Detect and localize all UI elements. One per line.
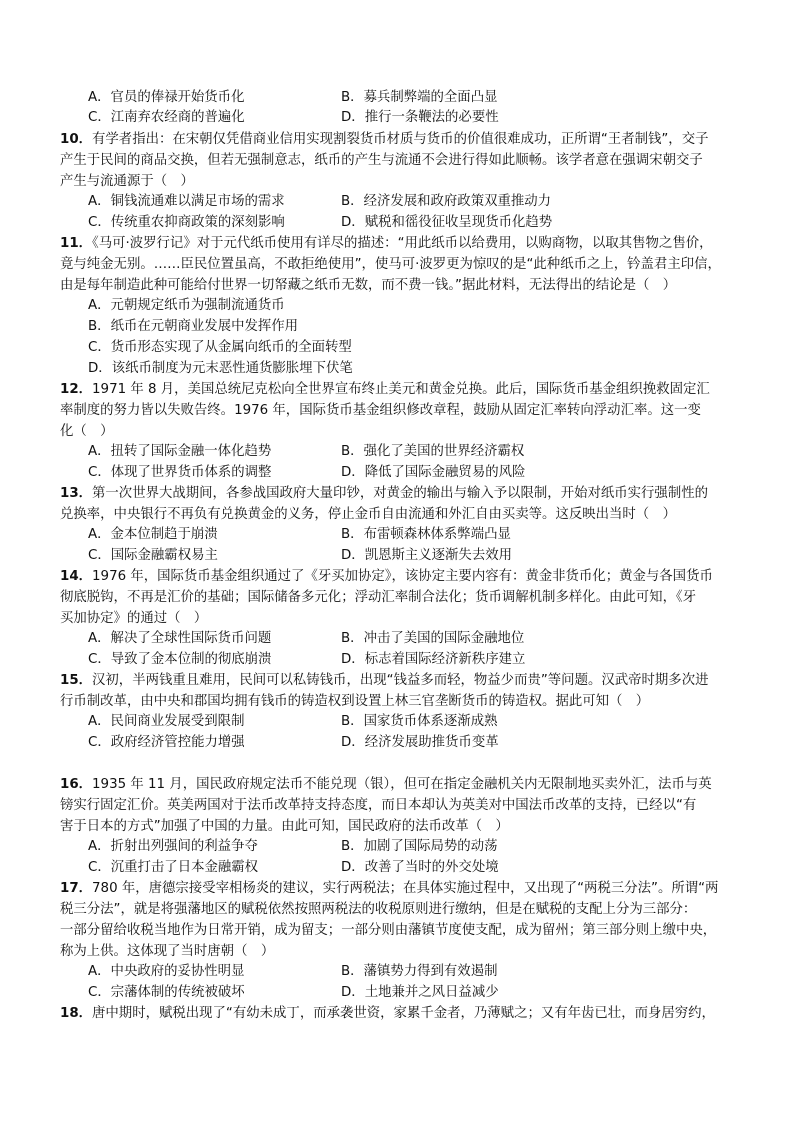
q9-option-c: C．江南弃农经商的普遍化 <box>88 110 245 125</box>
q15-option-b: B．国家货币体系逐渐成熟 <box>341 714 498 729</box>
q12-stem-line-1 <box>60 380 740 400</box>
q11-option-a: A．元朝规定纸币为强制流通货币 <box>88 298 285 313</box>
q9-option-b: B．募兵制弊端的全面凸显 <box>341 90 498 105</box>
q16-stem-line-2: 镑实行固定汇价。英美两国对于法币改革持支持态度，而日本却认为英美对中国法币改革的支持，已经以“有 <box>60 798 697 813</box>
q11-text-1: 《马可·波罗行记》对于元代纸币使用有详尽的描述：“用此纸币以给费用，以购商物，以取其售物之售价， <box>92 236 713 251</box>
q17-stem-line-1 <box>60 879 740 899</box>
q14-option-d: D．标志着国际经济新秩序建立 <box>341 652 526 667</box>
q12-stem-line-2: 率制度的努力皆以失败告终。1976 年，国际货币基金组织修改章程，鼓励从固定汇率转向浮动汇率。这一变 <box>60 403 701 418</box>
q18-stem-line-1 <box>60 1004 740 1024</box>
q11-number: 11． <box>60 236 93 251</box>
q17-stem-line-2: 税三分法”，就是将强藩地区的赋税依然按照两税法的收税原则进行缴纳，但是在赋税的支配上分为三部分： <box>60 902 697 917</box>
q13-stem-line-2: 兑换率，中央银行不再负有兑换黄金的义务，停止金币自由流通和外汇自由买卖等。这反映出当时（ ） <box>60 507 676 522</box>
q11-stem-line-2: 竟与纯金无别。……臣民位置虽高，不敢拒绝使用”，使马可·波罗更为惊叹的是“此种纸币之上，钤盖君主印信， <box>60 257 721 272</box>
q14-text-1: 1976 年，国际货币基金组织通过了《牙买加协定》，该协定主要内容有：黄金非货币化；黄金与各国货币 <box>92 569 713 584</box>
q12-text-1: 1971 年 8 月，美国总统尼克松向全世界宣布终止美元和黄金兑换。此后，国际货币基金组织挽救固定汇 <box>92 382 710 397</box>
q10-number: 10． <box>60 132 93 147</box>
q10-stem-line-1 <box>60 130 740 150</box>
q11-stem-line-1 <box>60 234 740 254</box>
q14-number: 14． <box>60 569 93 584</box>
q15-number: 15． <box>60 673 93 688</box>
q16-option-c: C．沉重打击了日本金融霸权 <box>88 860 259 875</box>
q18-text-1: 唐中期时，赋税出现了“有幼未成丁，而承袭世资，家累千金者，乃薄赋之；又有年齿已壮，而身居穷约， <box>92 1006 715 1021</box>
q11-stem-line-3: 由是每年制造此种可能给付世界一切帑藏之纸币无数，而不费一钱。”据此材料，无法得出的结论是（ ） <box>60 278 677 293</box>
q15-option-d: D．经济发展助推货币变革 <box>341 735 499 750</box>
q16-stem-line-3: 害于日本的方式”加强了中国的力量。由此可知，国民政府的法币改革（ ） <box>60 819 509 834</box>
q9-option-d: D．推行一条鞭法的必要性 <box>341 110 499 125</box>
q12-option-c: C．体现了世界货币体系的调整 <box>88 465 272 480</box>
q13-stem-line-1 <box>60 484 740 504</box>
q14-stem-line-2: 彻底脱钩，不再是汇价的基础；国际储备多元化；浮动汇率制合法化；货币调解机制多样化。由此可知，《牙 <box>60 590 697 605</box>
q9-option-a: A．官员的俸禄开始货币化 <box>88 90 245 105</box>
q15-stem-line-2: 行币制改革，由中央和郡国均拥有钱币的铸造权到设置上林三官垄断货币的铸造权。据此可知（ ） <box>60 694 650 709</box>
q15-option-c: C．政府经济管控能力增强 <box>88 735 245 750</box>
q17-number: 17． <box>60 881 93 896</box>
q16-option-b: B．加剧了国际局势的动荡 <box>341 839 498 854</box>
q10-text-1: 有学者指出：在宋朝仅凭借商业信用实现割裂货币材质与货币的价值很难成功，正所谓“王者制钱”，交子 <box>92 132 709 147</box>
q17-stem-line-4: 称为上供。这体现了当时唐朝（ ） <box>60 944 275 959</box>
q13-option-d: D．凯恩斯主义逐渐失去效用 <box>341 548 512 563</box>
q18-number: 18． <box>60 1006 93 1021</box>
q12-option-b: B．强化了美国的世界经济霸权 <box>341 444 525 459</box>
q16-option-d: D．改善了当时的外交处境 <box>341 860 499 875</box>
q15-stem-line-1 <box>60 671 740 691</box>
q10-option-d: D．赋税和徭役征收呈现货币化趋势 <box>341 215 553 230</box>
q17-text-1: 780 年，唐德宗接受宰相杨炎的建议，实行两税法；在具体实施过程中，又出现了“两税三分法”。所谓“两 <box>92 881 719 896</box>
q17-stem-line-3: 一部分留给收税当地作为日常开销，成为留支；一部分则由藩镇节度使支配，成为留州；第三部分则上缴中央， <box>60 923 717 938</box>
q11-option-c: C．货币形态实现了从金属向纸币的全面转型 <box>88 340 352 355</box>
q12-option-d: D．降低了国际金融贸易的风险 <box>341 465 526 480</box>
q10-stem-line-3: 产生与流通源于（ ） <box>60 174 194 189</box>
q13-option-a: A．金本位制趋于崩溃 <box>88 527 218 542</box>
q14-option-b: B．冲击了美国的国际金融地位 <box>341 631 525 646</box>
q13-option-b: B．布雷顿森林体系弊端凸显 <box>341 527 511 542</box>
q17-option-c: C．宗藩体制的传统被破坏 <box>88 985 245 1000</box>
q10-option-b: B．经济发展和政府政策双重推动力 <box>341 194 552 209</box>
q14-stem-line-1 <box>60 567 740 587</box>
q16-text-1: 1935 年 11 月，国民政府规定法币不能兑现（银），但可在指定金融机关内无限制地买卖外汇，法币与英 <box>92 777 712 792</box>
q15-option-a: A．民间商业发展受到限制 <box>88 714 245 729</box>
q10-stem-line-2: 产生于民间的商品交换，但若无强制意志，纸币的产生与流通不会进行得如此顺畅。该学者意在强调宋朝交子 <box>60 153 703 168</box>
q16-option-a: A．折射出列强间的利益争夺 <box>88 839 258 854</box>
q12-option-a: A．扭转了国际金融一体化趋势 <box>88 444 272 459</box>
q10-option-c: C．传统重农抑商政策的深刻影响 <box>88 215 285 230</box>
q14-stem-line-3: 买加协定》的通过（ ） <box>60 611 208 626</box>
q13-option-c: C．国际金融霸权易主 <box>88 548 218 563</box>
q16-number: 16． <box>60 777 93 792</box>
q12-number: 12． <box>60 382 93 397</box>
q16-stem-line-1 <box>60 775 740 795</box>
q14-option-a: A．解决了全球性国际货币问题 <box>88 631 272 646</box>
q17-option-b: B．藩镇势力得到有效遏制 <box>341 964 498 979</box>
q17-option-a: A．中央政府的妥协性明显 <box>88 964 245 979</box>
q17-option-d: D．土地兼并之风日益减少 <box>341 985 499 1000</box>
q15-text-1: 汉初，半两钱重且难用，民间可以私铸钱币，出现“钱益多而轻，物益少而贵”等问题。汉武帝时期多次进 <box>92 673 709 688</box>
q12-stem-line-3: 化（ ） <box>60 424 114 439</box>
q13-number: 13． <box>60 486 93 501</box>
q14-option-c: C．导致了金本位制的彻底崩溃 <box>88 652 272 667</box>
q13-text-1: 第一次世界大战期间，各参战国政府大量印钞，对黄金的输出与输入予以限制，开始对纸币实行强制性的 <box>92 486 708 501</box>
q11-option-d: D．该纸币制度为元末恶性通货膨胀埋下伏笔 <box>88 361 353 376</box>
q10-option-a: A．铜钱流通难以满足市场的需求 <box>88 194 285 209</box>
q11-option-b: B．纸币在元朝商业发展中发挥作用 <box>88 319 299 334</box>
